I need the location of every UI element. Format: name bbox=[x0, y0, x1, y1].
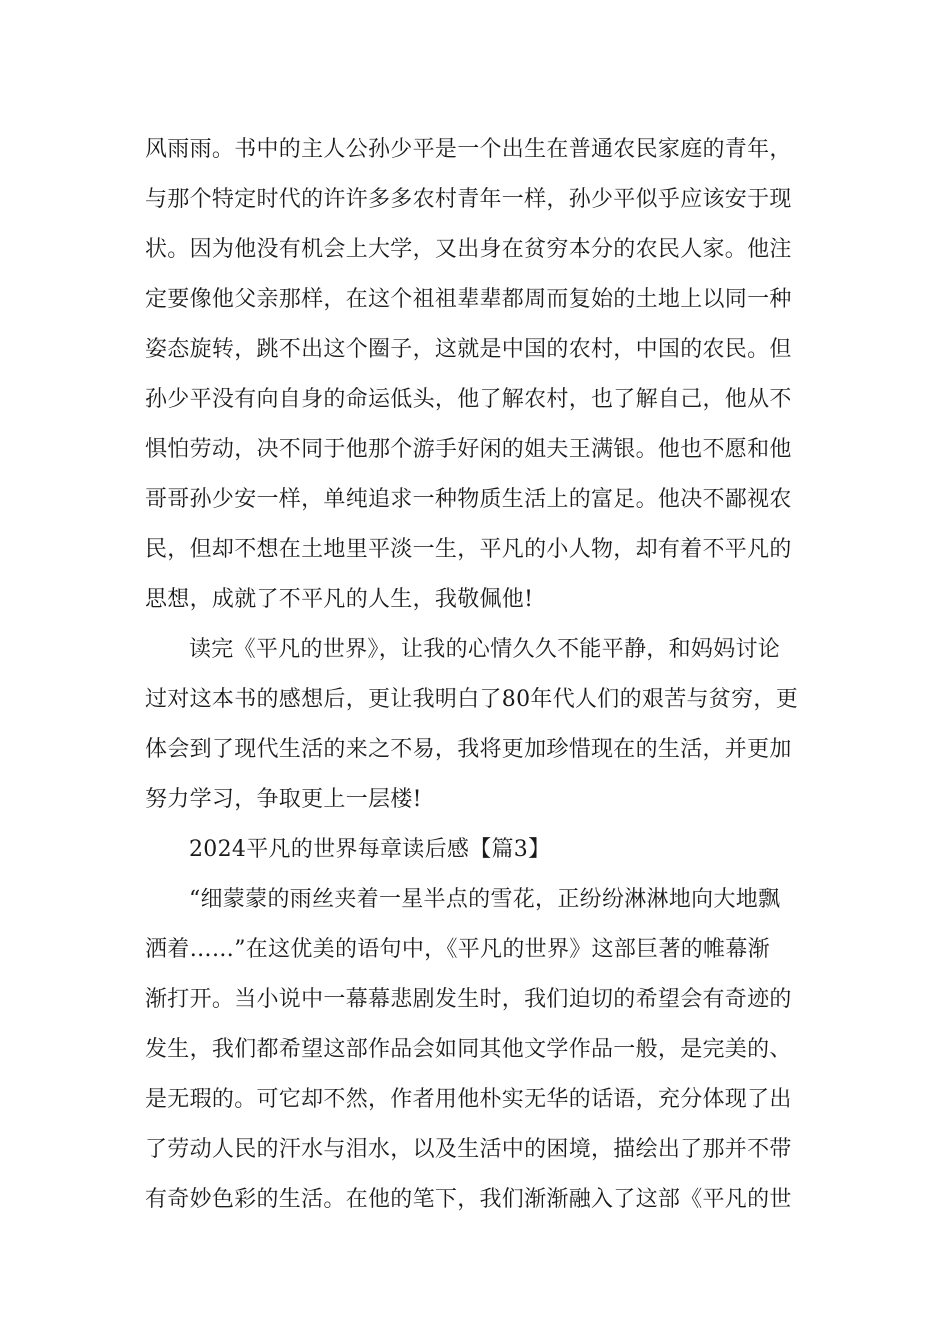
text-line: 风雨雨。书中的主人公孙少平是一个出生在普通农民家庭的青年， bbox=[145, 137, 792, 162]
text-line: 了劳动人民的汗水与泪水，以及生活中的困境，描绘出了那并不带 bbox=[145, 1137, 792, 1162]
text-line: 洒着……”在这优美的语句中，《平凡的世界》这部巨著的帷幕渐 bbox=[145, 937, 770, 962]
text-line: 定要像他父亲那样，在这个祖祖辈辈都周而复始的土地上以同一种 bbox=[145, 287, 792, 312]
section-heading: 2024平凡的世界每章读后感【篇3】 bbox=[189, 837, 551, 862]
text-line: 状。因为他没有机会上大学，又出身在贫穷本分的农民人家。他注 bbox=[145, 237, 792, 262]
text-line: 姿态旋转，跳不出这个圈子，这就是中国的农村，中国的农民。但 bbox=[145, 337, 792, 362]
text-line: 哥哥孙少安一样，单纯追求一种物质生活上的富足。他决不鄙视农 bbox=[145, 487, 792, 512]
text-line: 渐打开。当小说中一幕幕悲剧发生时，我们迫切的希望会有奇迹的 bbox=[145, 987, 792, 1012]
text-line: 过对这本书的感想后，更让我明白了80年代人们的艰苦与贫穷，更 bbox=[145, 687, 798, 712]
text-line: 思想，成就了不平凡的人生，我敬佩他! bbox=[145, 587, 534, 612]
text-line: 惧怕劳动，决不同于他那个游手好闲的姐夫王满银。他也不愿和他 bbox=[145, 437, 792, 462]
text-line: 努力学习，争取更上一层楼! bbox=[145, 787, 422, 812]
text-line: 民，但却不想在土地里平淡一生，平凡的小人物，却有着不平凡的 bbox=[145, 537, 792, 562]
text-line: 是无瑕的。可它却不然，作者用他朴实无华的话语，充分体现了出 bbox=[145, 1087, 792, 1112]
text-line: 有奇妙色彩的生活。在他的笔下，我们渐渐融入了这部《平凡的世 bbox=[145, 1187, 792, 1212]
text-line: 与那个特定时代的许许多多农村青年一样，孙少平似乎应该安于现 bbox=[145, 187, 792, 212]
paragraph-start-line: 读完《平凡的世界》，让我的心情久久不能平静，和妈妈讨论 bbox=[189, 637, 781, 662]
text-line: 发生，我们都希望这部作品会如同其他文学作品一般，是完美的、 bbox=[145, 1037, 792, 1062]
text-line: 体会到了现代生活的来之不易，我将更加珍惜现在的生活，并更加 bbox=[145, 737, 792, 762]
text-line: 孙少平没有向自身的命运低头，他了解农村，也了解自己，他从不 bbox=[145, 387, 792, 412]
paragraph-start-line: “细蒙蒙的雨丝夹着一星半点的雪花，正纷纷淋淋地向大地飘 bbox=[189, 887, 781, 912]
